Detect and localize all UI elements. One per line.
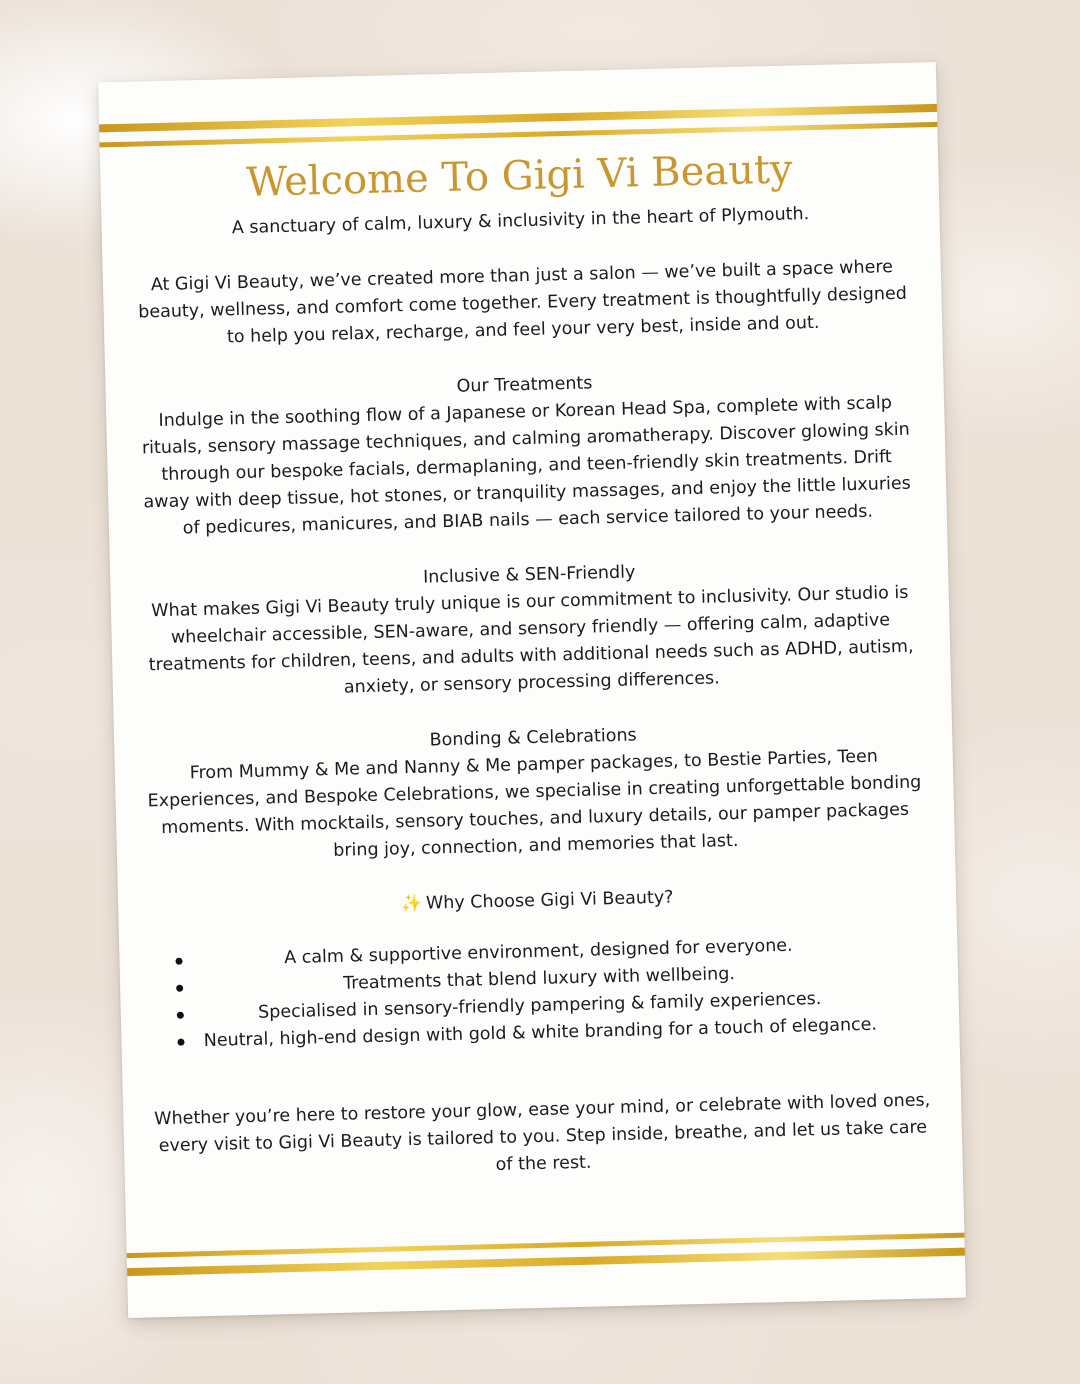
- tagline: A sanctuary of calm, luxury & inclusivity in the heart of Plymouth.: [231, 204, 810, 239]
- welcome-flyer: [98, 62, 966, 1318]
- closing-paragraph: Whether you’re here to restore your glow, ease your mind, or celebrate with loved ones, every visit to Gigi Vi Beauty is tailored to you. Step inside, breathe, and let us take care of the rest.: [154, 1090, 931, 1176]
- section-why-choose: [148, 878, 930, 1056]
- list-item-text: A calm & supportive environment, designed for everyone.: [283, 935, 793, 969]
- intro-paragraph: At Gigi Vi Beauty, we’ve created more than just a salon — we’ve built a space where beauty, wellness, and comfort come together. Every treatment is thoughtfully designed to help you relax, recharge, and feel your very best, inside and out.: [138, 257, 908, 348]
- section-celebrations: [144, 715, 925, 869]
- list-item-text: Treatments that blend luxury with wellbeing.: [342, 964, 736, 994]
- section-treatments: [135, 363, 917, 544]
- bullet-icon: [177, 1012, 184, 1019]
- section-body: Indulge in the soothing flow of a Japanese or Korean Head Spa, complete with scalp rituals, sensory massage techniques, and calming aromatherapy. Discover glowing skin through our bespoke facials, dermaplaning, and teen-friendly skin treatments. Drift away with deep tissue, hot stones, or tranquility massages, and enjoy the little luxuries of pedicures, manicures, and BIAB nails — each service tailored to your needs.: [141, 393, 912, 539]
- sparkles-icon: ✨: [400, 893, 423, 915]
- why-heading: Why Choose Gigi Vi Beauty?: [425, 887, 674, 914]
- list-item-text: Specialised in sensory-friendly pampering & family experiences.: [257, 989, 822, 1023]
- why-heading-row: [148, 878, 926, 924]
- section-inclusive: [140, 553, 921, 707]
- section-body: What makes Gigi Vi Beauty truly unique is our commitment to inclusivity. Our studio is wheelchair accessible, SEN-aware, and sensory friendly — offering calm, adaptive treatments for children, teens, and adults with additional needs such as ADHD, autism, anxiety, or sensory processing differences.: [148, 582, 914, 698]
- section-heading: Bonding & Celebrations: [429, 725, 637, 751]
- section-heading: Inclusive & SEN-Friendly: [422, 562, 636, 588]
- list-item-text: Neutral, high-end design with gold & white branding for a touch of elegance.: [203, 1014, 878, 1052]
- bullet-icon: [176, 985, 183, 992]
- section-heading: Our Treatments: [456, 373, 593, 397]
- page-title: Welcome To Gigi Vi Beauty: [245, 146, 794, 206]
- bullet-icon: [175, 958, 182, 965]
- section-body: From Mummy & Me and Nanny & Me pamper packages, to Bestie Parties, Teen Experiences, and Bespoke Celebrations, we specialise in creating unforgettable bonding moments. With mocktails, sensory touches, and luxury details, our pamper packages bring joy, connection, and memories that last.: [147, 746, 922, 861]
- bullet-icon: [177, 1039, 184, 1046]
- why-list: [149, 929, 929, 1056]
- flyer-content: [130, 145, 933, 1188]
